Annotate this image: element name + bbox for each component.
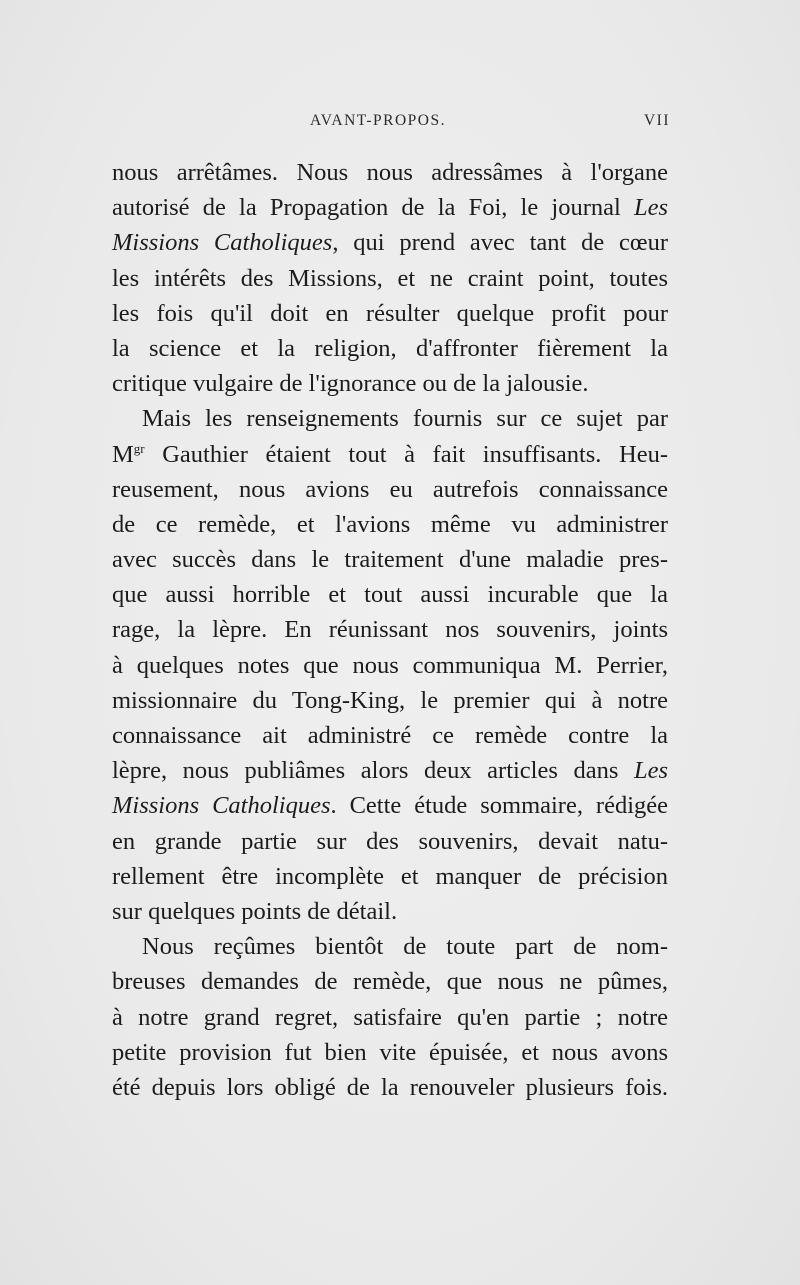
paragraph-1 <box>112 155 668 401</box>
running-head-title: AVANT-PROPOS. <box>310 112 446 129</box>
text-line: missionnaire du Tong-King, le premier qui à notre <box>112 686 668 714</box>
italic-run: Missions Catholiques <box>112 229 333 257</box>
text-line <box>112 437 668 472</box>
page-number: VII <box>643 112 670 129</box>
text-line: les intérêts des Missions, et ne craint point, toutes <box>112 264 668 292</box>
text-line <box>112 190 668 225</box>
text-line: les fois qu'il doit en résulter quelque profit pour <box>112 299 668 327</box>
text-line: rage, la lèpre. En réunissant nos souvenirs, joints <box>112 616 668 644</box>
body-text <box>112 155 668 1105</box>
text-line: nous arrêtâmes. Nous nous adressâmes à l'organe <box>112 159 668 186</box>
text-line: Mais les renseignements fournis sur ce sujet par <box>142 405 668 433</box>
text-line: à notre grand regret, satisfaire qu'en partie ; notre <box>112 1003 668 1031</box>
italic-run: Les <box>633 194 669 222</box>
italic-run: Missions Catholiques <box>112 792 331 820</box>
italic-run: Les <box>633 757 668 785</box>
text-line: critique vulgaire de l'ignorance ou de la jalousie. <box>112 370 589 398</box>
text-line: à quelques notes que nous communiqua M. Perrier, <box>112 651 668 679</box>
text-run: . Cette étude sommaire, rédigée <box>330 792 668 820</box>
text-line <box>112 788 668 823</box>
superscript-abbreviation: gr <box>133 440 145 456</box>
text-run: Gauthier étaient tout à fait insuffisants. Heu- <box>144 440 668 468</box>
text-line: reusement, nous avions eu autrefois connaissance <box>112 475 668 503</box>
text-run: lèpre, nous publiâmes alors deux articles dans <box>112 757 619 785</box>
text-line: rellement être incomplète et manquer de précision <box>112 862 668 890</box>
text-line: avec succès dans le traitement d'une maladie pres- <box>112 546 668 574</box>
text-line: que aussi horrible et tout aussi incurable que la <box>112 581 668 609</box>
text-line <box>112 225 668 260</box>
text-line: breuses demandes de remède, que nous ne pûmes, <box>112 968 668 996</box>
text-run: M <box>112 440 134 468</box>
text-line: été depuis lors obligé de la renouveler plusieurs fois. <box>112 1073 668 1101</box>
text-line: de ce remède, et l'avions même vu administrer <box>112 510 668 538</box>
text-line: petite provision fut bien vite épuisée, et nous avons <box>112 1038 668 1066</box>
text-line: sur quelques points de détail. <box>112 897 398 925</box>
text-line: connaissance ait administré ce remède contre la <box>112 722 668 749</box>
text-line: Nous reçûmes bientôt de toute part de nom- <box>142 933 668 961</box>
running-head <box>110 112 670 136</box>
text-line <box>112 753 668 788</box>
paragraph-3 <box>112 929 668 1105</box>
paragraph-2 <box>112 401 668 929</box>
text-run: autorisé de la Propagation de la Foi, le journal <box>112 194 621 222</box>
text-line: en grande partie sur des souvenirs, devait natu- <box>112 827 668 855</box>
text-line: la science et la religion, d'affronter fièrement la <box>112 334 668 362</box>
text-run: , qui prend avec tant de cœur <box>332 229 668 257</box>
